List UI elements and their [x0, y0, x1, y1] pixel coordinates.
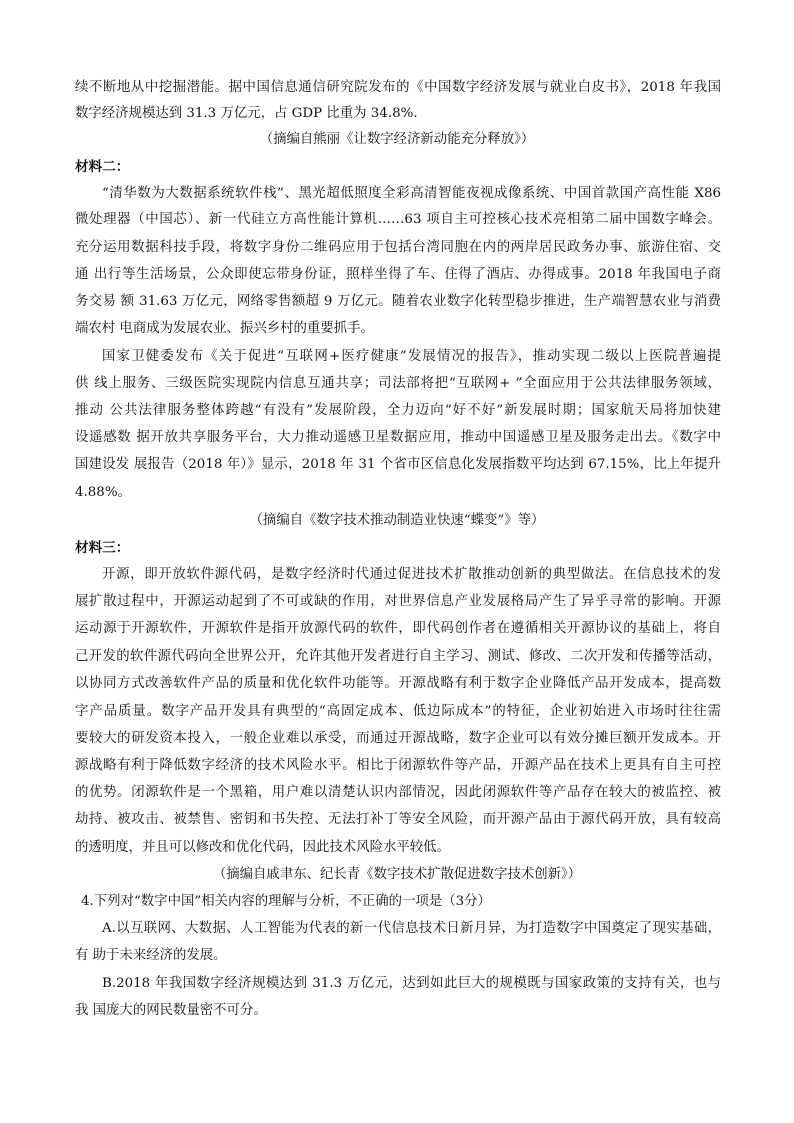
section-heading: 材料三： [75, 540, 130, 556]
text-line: 通 出行等生活场景，公众即使忘带身份证，照样坐得了车、住得了酒店、办得成事。2018 年我国电子商 [75, 267, 721, 282]
text-line: 设遥感数 据开放共享服务平台，大力推动遥感卫星数据应用，推动中国遥感卫星及服务走出去。《数字中 [75, 430, 721, 445]
text-line: 运动源于开源软件，开源软件是指开放源代码的软件，即代码创作者在遵循相关开源协议的基础上，将自 [75, 621, 721, 636]
text-line: 字产品质量。数字产品开发具有典型的“高固定成本、低边际成本”的特征，企业初始进入市场时往往需 [75, 704, 721, 719]
text-line: 展扩散过程中，开源运动起到了不可或缺的作用，对世界信息产业发展格局产生了异乎寻常的影响。开源 [75, 594, 721, 609]
option-a-continued: 有 助于未来经济的发展。 [75, 948, 227, 963]
text-line: 微处理器（中国芯）、新一代硅立方高性能计算机……63 项自主可控核心技术亮相第二届中国数字峰会。 [75, 212, 721, 227]
option-a: A.以互联网、大数据、人工智能为代表的新一代信息技术日新月异，为打造数字中国奠定了现实基础， [102, 921, 721, 936]
text-line: 的透明度，并且可以修改和优化代码，因此技术风险水平较低。 [75, 840, 450, 855]
text-line: 供 线上服务、三级医院实现院内信息互通共享；司法部将把“互联网+ ”全面应用于公共法律服务领域， [75, 376, 721, 391]
source-citation: （摘编自《数字技术推动制造业快速“蝶变”》等） [249, 513, 545, 528]
text-line: 数字经济规模达到 31.3 万亿元，占 GDP 比重为 34.8%． [75, 106, 427, 121]
text-line: 己开发的软件源代码向全世界公开，允许其他开发者进行自主学习、测试、修改、二次开发和传播等活动， [75, 649, 721, 664]
paragraph-first-line: 开源，即开放软件源代码，是数字经济时代通过促进技术扩散推动创新的典型做法。在信息技术的发 [102, 567, 721, 582]
option-b-continued: 我 国庞大的网民数量密不可分。 [75, 1003, 267, 1018]
text-line: 务交易 额 31.63 万亿元，网络零售额超 9 万亿元。随着农业数字化转型稳步推进，生产端智慧农业与消费 [75, 294, 721, 309]
paragraph-first-line: “清华数为大数据系统软件栈”、黑光超低照度全彩高清智能夜视成像系统、中国首款国产高性能 X86 [102, 186, 721, 201]
text-line: 端农村 电商成为发展农业、振兴乡村的重要抓手。 [75, 321, 374, 336]
text-line: 续不断地从中挖掘潜能。据中国信息通信研究院发布的《中国数字经济发展与就业白皮书》，2018 年我国 [75, 80, 721, 95]
text-line: 国建设发 展报告（2018 年）》显示，2018 年 31 个省市区信息化发展指数平均达到 67.15%，比上年提升 [75, 457, 721, 472]
text-line: 劫持、被攻击、被禁售、密钥和书失控、无法打补丁等安全风险，而开源产品由于源代码开放，具有较高 [75, 812, 721, 827]
paragraph-first-line: 国家卫健委发布《关于促进“互联网+医疗健康”发展情况的报告》，推动实现二级以上医院普遍提 [102, 349, 721, 364]
text-line: 要较大的研发资本投入，一般企业难以承受，而通过开源战略，数字企业可以有效分摊巨额开发成本。开 [75, 731, 721, 746]
text-line: 4.88%。 [75, 485, 131, 500]
option-b: B.2018 年我国数字经济规模达到 31.3 万亿元，达到如此巨大的规模既与国家政策的支持有关，也与 [102, 976, 721, 991]
text-line: 推动 公共法律服务整体跨越“有没有”发展阶段，全力迈向“好不好”新发展时期；国家航天局将加快建 [75, 403, 721, 418]
source-citation: （摘编自戚聿东、纪长青《数字技术扩散促进数字技术创新》） [212, 867, 582, 882]
text-line: 以协同方式改善软件产品的质量和优化软件功能等。开源战略有利于数字企业降低产品开发成本，提高数 [75, 676, 721, 691]
text-line: 的优势。闭源软件是一个黑箱，用户难以清楚认识内部情况，因此闭源软件等产品存在较大的被监控、被 [75, 785, 721, 800]
question-stem: 4.下列对“数字中国”相关内容的理解与分析，不正确的一项是（3分） [81, 894, 491, 909]
text-line: 充分运用数据科技手段，将数字身份二维码应用于包括台湾同胞在内的两岸居民政务办事、旅游住宿、交 [75, 240, 721, 255]
source-citation: （摘编自熊丽《让数字经济新动能充分释放》） [259, 132, 535, 147]
section-heading: 材料二： [75, 159, 130, 175]
text-line: 源战略有利于降低数字经济的技术风险水平。相比于闭源软件等产品，开源产品在技术上更具有自主可控 [75, 758, 721, 773]
